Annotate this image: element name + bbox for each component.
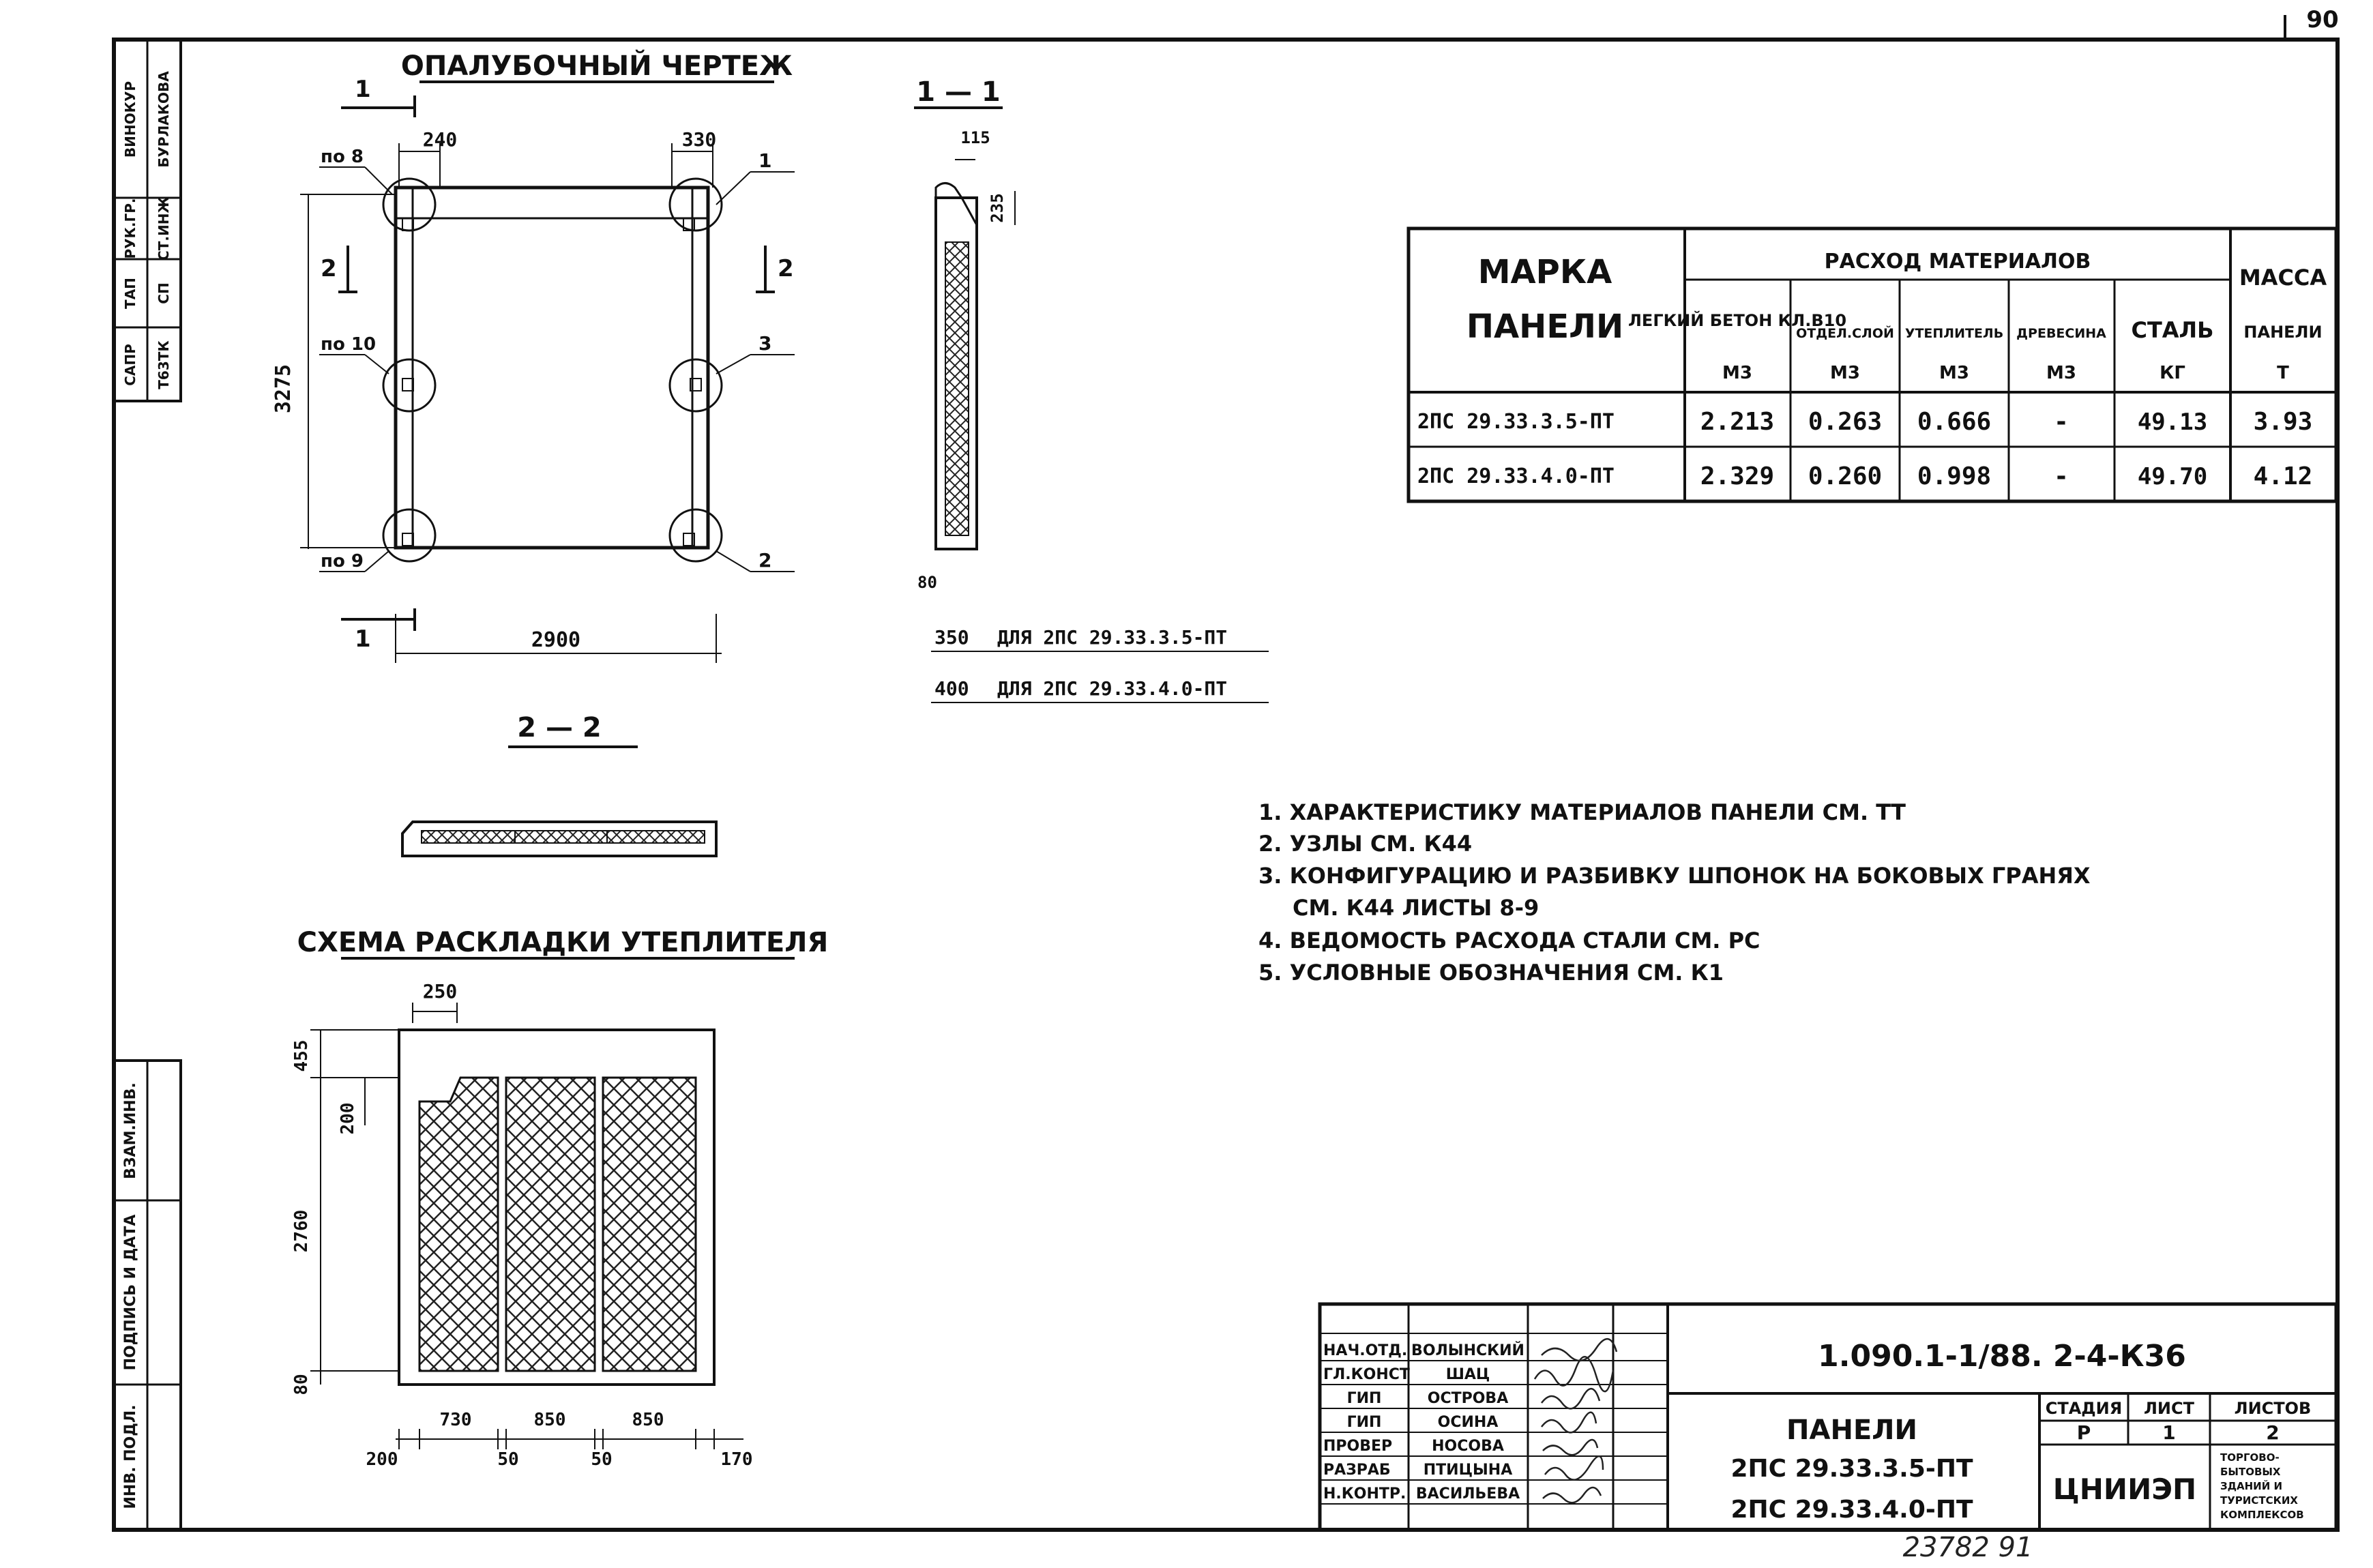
- staff-role-1: НАЧ.ОТД.: [1323, 1342, 1408, 1359]
- cell-insul: 0.998: [1917, 462, 1992, 490]
- section-2-2: [402, 712, 716, 856]
- note-3: 3. КОНФИГУРАЦИЮ И РАЗБИВКУ ШПОНОК НА БОКОВЫХ ГРАНЯХ: [1258, 863, 2091, 889]
- th-wood-unit: М3: [2046, 363, 2076, 383]
- cell-concrete: 2.213: [1700, 408, 1775, 436]
- general-notes: [1258, 799, 2091, 986]
- stamp-name-1: Т63ТК: [156, 340, 172, 389]
- cell-insul: 0.666: [1917, 408, 1992, 436]
- th-wood: ДРЕВЕСИНА: [2016, 326, 2106, 341]
- note-5: 5. УСЛОВНЫЕ ОБОЗНАЧЕНИЯ СМ. К1: [1258, 960, 1724, 986]
- note-3-cont: СМ. К44 ЛИСТЫ 8-9: [1293, 895, 1539, 921]
- ins-col-730: 730: [439, 1410, 472, 1430]
- th-insul: УТЕПЛИТЕЛЬ: [1904, 326, 2004, 341]
- hdr-sheet: ЛИСТ: [2143, 1399, 2195, 1418]
- cell-finish: 0.263: [1808, 408, 1883, 436]
- org-desc-1: ТОРГОВО-: [2220, 1451, 2280, 1464]
- org-name: ЦНИИЭП: [2052, 1473, 2197, 1506]
- formwork-title: ОПАЛУБОЧНЫЙ ЧЕРТЕЖ: [400, 50, 793, 82]
- section-1-1: [914, 76, 1269, 702]
- th-panel: ПАНЕЛИ: [2243, 323, 2323, 342]
- title-line-1: ПАНЕЛИ: [1786, 1415, 1917, 1446]
- drawing-code: 1.090.1-1/88. 2-4-К36: [1818, 1339, 2186, 1374]
- staff-role-3: ГИП: [1346, 1390, 1382, 1407]
- callout-po9: по 9: [321, 551, 364, 572]
- table-row: [1417, 408, 2312, 436]
- sec1-note-text-350: ДЛЯ 2ПС 29.33.3.5-ПТ: [997, 626, 1228, 649]
- val-sheets: 2: [2266, 1421, 2280, 1444]
- staff-name-3: ОСТРОВА: [1427, 1390, 1509, 1407]
- stamp-name-2: СП: [156, 282, 172, 304]
- stamp-vzam: ВЗАМ.ИНВ.: [122, 1082, 139, 1179]
- ins-gap-50-b: 50: [591, 1449, 613, 1470]
- sec1-note-dim-400: 400: [934, 677, 969, 700]
- th-insul-unit: М3: [1939, 363, 1969, 383]
- staff-name-4: ОСИНА: [1437, 1414, 1499, 1431]
- cell-finish: 0.260: [1808, 462, 1883, 490]
- insulation-layout: [291, 927, 828, 1470]
- cut-mark-1-bottom: 1: [355, 625, 371, 653]
- stamp-role-3: РУК.ГР.: [122, 198, 138, 259]
- stamp-role-4: ВИНОКУР: [122, 80, 138, 158]
- cell-concrete: 2.329: [1700, 462, 1775, 490]
- sec1-dim-80: 80: [917, 573, 937, 592]
- val-sheet: 1: [2162, 1421, 2176, 1444]
- node-circle-br: [670, 509, 722, 561]
- staff-name-6: ПТИЦЫНА: [1423, 1462, 1513, 1479]
- note-2: 2. УЗЛЫ СМ. К44: [1258, 831, 1473, 857]
- archive-number: 23782 91: [1902, 1532, 2033, 1563]
- th-concrete-unit: М3: [1722, 363, 1752, 383]
- staff-name-5: НОСОВА: [1432, 1438, 1504, 1455]
- org-desc-4: ТУРИСТСКИХ: [2220, 1494, 2298, 1507]
- stamp-role-2: ТАП: [122, 278, 138, 309]
- section-2-title: 2 — 2: [517, 712, 602, 743]
- node-circle-ml: [383, 359, 435, 411]
- staff-role-5: ПРОВЕР: [1323, 1438, 1393, 1455]
- stamp-podpis: ПОДПИСЬ И ДАТА: [122, 1214, 139, 1371]
- staff-name-2: ШАЦ: [1445, 1366, 1490, 1383]
- cell-wood: -: [2054, 408, 2069, 436]
- th-steel: СТАЛЬ: [2131, 317, 2214, 343]
- side-stamp-top: [114, 40, 181, 401]
- org-desc-2: БЫТОВЫХ: [2220, 1466, 2281, 1478]
- cell-steel: 49.13: [2137, 409, 2208, 436]
- sheet-number: 90: [2306, 6, 2339, 33]
- th-steel-unit: КГ: [2160, 363, 2185, 383]
- stamp-role-1: САПР: [122, 344, 138, 386]
- dim-330: 330: [681, 128, 717, 151]
- ins-col-850-a: 850: [533, 1410, 566, 1430]
- callout-po8: по 8: [321, 147, 364, 167]
- cell-mass: 3.93: [2253, 408, 2313, 436]
- org-desc-5: КОМПЛЕКСОВ: [2220, 1509, 2304, 1521]
- materials-table: [1409, 228, 2336, 501]
- hdr-stage: СТАДИЯ: [2045, 1399, 2123, 1418]
- cell-mark: 2ПС 29.33.4.0-ПТ: [1417, 464, 1615, 488]
- ins-dim-80: 80: [291, 1374, 312, 1395]
- table-row: [1417, 462, 2312, 490]
- th-concrete: ЛЕГКИЙ БЕТОН КЛ.В10: [1627, 311, 1847, 330]
- staff-role-2: ГЛ.КОНСТ: [1323, 1366, 1410, 1383]
- stamp-inv-podl: ИНВ. ПОДЛ.: [122, 1404, 139, 1509]
- org-desc-3: ЗДАНИЙ И: [2220, 1480, 2283, 1492]
- dim-240: 240: [422, 128, 458, 151]
- ins-dim-250: 250: [422, 980, 458, 1003]
- callout-1: 1: [758, 149, 772, 172]
- note-4: 4. ВЕДОМОСТЬ РАСХОДА СТАЛИ СМ. РС: [1258, 928, 1760, 953]
- sec1-dim-115: 115: [960, 128, 990, 147]
- th-panel-unit: Т: [2277, 363, 2289, 383]
- node-circle-bl: [383, 509, 435, 561]
- dim-3275: 3275: [271, 364, 295, 414]
- title-block: [1320, 1304, 2336, 1530]
- ins-gap-200: 200: [366, 1449, 398, 1470]
- ins-dim-2760: 2760: [291, 1209, 312, 1253]
- insulation-title: СХЕМА РАСКЛАДКИ УТЕПЛИТЕЛЯ: [297, 927, 829, 958]
- formwork-drawing: [271, 49, 795, 663]
- staff-role-7: Н.КОНТР.: [1323, 1485, 1406, 1503]
- sec1-note-text-400: ДЛЯ 2ПС 29.33.4.0-ПТ: [997, 677, 1228, 700]
- th-mass: МАССА: [2239, 265, 2327, 291]
- stamp-name-4: БУРЛАКОВА: [156, 71, 172, 168]
- th-finish-unit: М3: [1830, 363, 1860, 383]
- cell-mark: 2ПС 29.33.3.5-ПТ: [1417, 410, 1615, 434]
- staff-role-6: РАЗРАБ: [1323, 1462, 1391, 1479]
- cut-mark-1-top: 1: [355, 76, 371, 103]
- callout-2: 2: [758, 549, 772, 572]
- cut-mark-2-right: 2: [778, 255, 794, 282]
- sec1-dim-235: 235: [988, 193, 1007, 223]
- cell-mass: 4.12: [2253, 462, 2313, 490]
- title-line-2: 2ПС 29.33.3.5-ПТ: [1730, 1455, 1973, 1483]
- th-mark-1: МАРКА ПАНЕЛИ: [1466, 253, 1624, 346]
- sec1-note-dim-350: 350: [934, 626, 969, 649]
- note-1: 1. ХАРАКТЕРИСТИКУ МАТЕРИАЛОВ ПАНЕЛИ СМ. ТТ: [1258, 799, 1906, 825]
- stamp-name-3: СТ.ИНЖ: [156, 196, 172, 261]
- node-circle-mr: [670, 359, 722, 411]
- signatures: [1535, 1339, 1617, 1503]
- ins-gap-50-a: 50: [497, 1449, 519, 1470]
- section-1-title: 1 — 1: [916, 76, 1001, 108]
- callout-po10: по 10: [321, 334, 377, 355]
- staff-name-7: ВАСИЛЬЕВА: [1415, 1485, 1520, 1503]
- dim-2900: 2900: [531, 628, 581, 652]
- callout-3: 3: [758, 332, 772, 355]
- staff-name-1: ВОЛЫНСКИЙ: [1411, 1342, 1524, 1359]
- panel-outline: [396, 188, 708, 548]
- hdr-sheets: ЛИСТОВ: [2234, 1399, 2312, 1418]
- th-finish: ОТДЕЛ.СЛОЙ: [1796, 326, 1894, 341]
- th-group: РАСХОД МАТЕРИАЛОВ: [1824, 250, 2091, 273]
- title-line-3: 2ПС 29.33.4.0-ПТ: [1730, 1496, 1973, 1524]
- ins-dim-200-notch: 200: [338, 1102, 358, 1135]
- val-stage: Р: [2076, 1421, 2091, 1444]
- cell-wood: -: [2054, 462, 2069, 490]
- cell-steel: 49.70: [2137, 463, 2208, 490]
- ins-col-850-b: 850: [632, 1410, 664, 1430]
- cut-mark-2-left: 2: [321, 255, 337, 282]
- ins-dim-455: 455: [291, 1039, 312, 1072]
- ins-gap-170: 170: [720, 1449, 753, 1470]
- staff-role-4: ГИП: [1346, 1414, 1382, 1431]
- side-stamp-bottom: [114, 1061, 181, 1530]
